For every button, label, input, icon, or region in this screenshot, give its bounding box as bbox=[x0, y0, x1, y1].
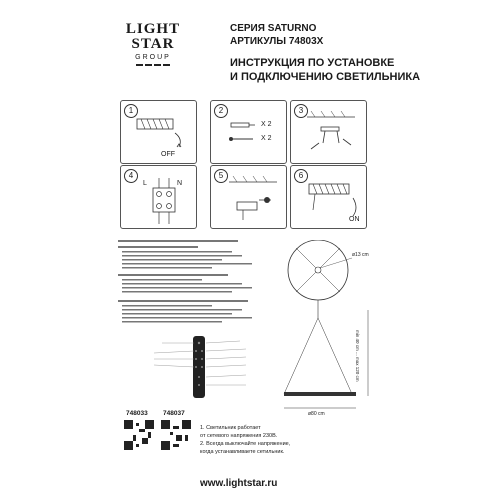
series-name: СЕРИЯ SATURNO bbox=[230, 23, 317, 34]
step-panel-1 bbox=[120, 100, 197, 164]
series-header bbox=[230, 22, 323, 48]
screw-count: X 2 bbox=[261, 135, 272, 142]
qr-code-icon[interactable] bbox=[124, 420, 154, 450]
wire-label-n: N bbox=[177, 180, 183, 187]
note-line: когда устанавливаете сетильник. bbox=[200, 449, 285, 455]
step-number: 2 bbox=[214, 104, 228, 118]
note-line: 2. Всегда выключайте напряжение, bbox=[200, 441, 291, 447]
qr-code-icon[interactable] bbox=[161, 420, 191, 450]
step-number: 1 bbox=[124, 104, 138, 118]
switch-on-label: ON bbox=[349, 216, 360, 223]
height-range-label: min 40 cm ... max 120 cm bbox=[355, 330, 360, 382]
safety-notes bbox=[200, 424, 380, 456]
title-line2: И ПОДКЛЮЧЕНИЮ СВЕТИЛЬНИКА bbox=[230, 71, 421, 83]
remote-callout-lines bbox=[150, 335, 260, 399]
anchor-count: X 2 bbox=[261, 121, 272, 128]
step-panel-6 bbox=[290, 165, 367, 229]
step-number: 5 bbox=[214, 169, 228, 183]
step-panel-4 bbox=[120, 165, 197, 229]
canopy-diameter-label: ø13 cm bbox=[352, 252, 369, 258]
logo-bars bbox=[122, 64, 184, 66]
step-panel-3 bbox=[290, 100, 367, 164]
brand-logo bbox=[122, 22, 184, 66]
step-number: 4 bbox=[124, 169, 138, 183]
bracket-mount-icon bbox=[299, 109, 361, 159]
article-code-1: 748033 bbox=[126, 410, 148, 417]
remote-instructions-block bbox=[118, 240, 278, 342]
page-title bbox=[230, 56, 420, 84]
brand-line2: STAR bbox=[131, 36, 175, 52]
ceiling-box-icon bbox=[131, 113, 191, 151]
series-articles: АРТИКУЛЫ 74803X bbox=[230, 36, 324, 47]
article-code-2: 748037 bbox=[163, 410, 185, 417]
brand-line1: LIGHT bbox=[125, 21, 181, 37]
note-line: 1. Светильник работает bbox=[200, 425, 261, 431]
wire-label-l: L bbox=[143, 180, 147, 187]
pendant-dimension-diagram bbox=[280, 240, 390, 420]
switch-off-label: OFF bbox=[161, 151, 175, 158]
anchor-screw-icon bbox=[229, 119, 259, 151]
website-link[interactable]: www.lightstar.ru bbox=[200, 478, 278, 489]
note-line: от сетевого напряжения 230В. bbox=[200, 433, 278, 439]
step-number: 6 bbox=[294, 169, 308, 183]
instruction-text-lines bbox=[118, 240, 278, 340]
brand-line3: GROUP bbox=[135, 54, 171, 61]
step-panel-5 bbox=[210, 165, 287, 229]
ring-diameter-label: ø80 cm bbox=[308, 411, 325, 417]
step-number: 3 bbox=[294, 104, 308, 118]
step-panel-2 bbox=[210, 100, 287, 164]
title-line1: ИНСТРУКЦИЯ ПО УСТАНОВКЕ bbox=[230, 57, 395, 69]
canopy-attach-icon bbox=[219, 174, 281, 224]
remote-diagram bbox=[150, 335, 260, 405]
